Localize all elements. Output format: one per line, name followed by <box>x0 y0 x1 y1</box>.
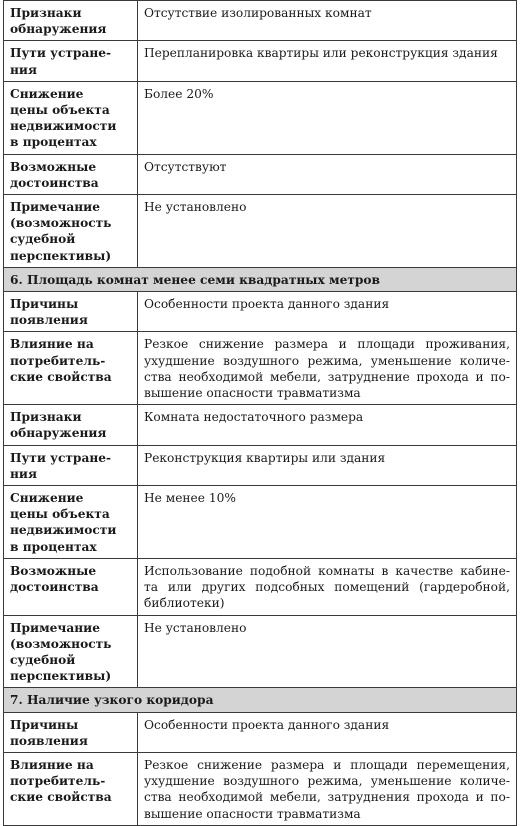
row-value <box>138 405 517 445</box>
row-label <box>4 195 138 268</box>
table-row <box>4 486 517 559</box>
row-label-line: недвижимости <box>10 119 117 134</box>
row-value <box>138 154 517 194</box>
row-value-line: Не менее 10% <box>144 491 236 506</box>
row-value <box>138 332 517 405</box>
section-heading: 7. Наличие узкого коридора <box>4 688 517 712</box>
row-label-line: перспективы) <box>10 248 112 263</box>
row-label-line: Причины <box>10 297 79 312</box>
row-label-line: потребитель- <box>10 774 106 789</box>
row-label <box>4 292 138 332</box>
row-label-line: судебной <box>10 652 76 667</box>
row-label-line: (возможность <box>10 636 112 651</box>
row-label <box>4 81 138 154</box>
row-value-line: Особенности проекта данного здания <box>144 717 390 732</box>
row-label-line: Признаки <box>10 6 82 20</box>
row-label <box>4 445 138 485</box>
row-label-line: ские свойства <box>10 369 112 384</box>
row-label <box>4 154 138 194</box>
row-label-line: Влияние на <box>10 757 94 772</box>
row-label <box>4 615 138 688</box>
row-label-line: ния <box>10 466 37 481</box>
table-row <box>4 81 517 154</box>
table-row <box>4 445 517 485</box>
row-label-line: Примечание <box>10 620 100 635</box>
defects-table-body <box>4 1 517 826</box>
row-label-line: цены объекта <box>10 103 110 118</box>
row-label <box>4 41 138 81</box>
row-label <box>4 1 138 41</box>
row-label-line: в процентах <box>10 135 97 150</box>
row-value-line: Отсутствие изолированных комнат <box>144 6 372 20</box>
row-value <box>138 292 517 332</box>
row-value-line: Не установлено <box>144 620 247 635</box>
row-value-line: та или других подсобных помещений (гардеробной, <box>144 580 510 595</box>
row-value-line: Реконструкция квартиры или здания <box>144 450 386 465</box>
section-heading-row <box>4 267 517 291</box>
table-row <box>4 41 517 81</box>
row-label-line: недвижимости <box>10 523 117 538</box>
table-row <box>4 712 517 752</box>
row-value <box>138 195 517 268</box>
row-label-line: потребитель- <box>10 353 106 368</box>
row-value <box>138 41 517 81</box>
row-value-line: Отсутствуют <box>144 159 227 174</box>
row-value <box>138 486 517 559</box>
row-value-line: Не установлено <box>144 200 247 215</box>
row-label-line: ния <box>10 62 37 77</box>
row-label-line: Влияние на <box>10 337 94 352</box>
row-label-line: Возможные <box>10 159 97 174</box>
row-label-line: Снижение <box>10 491 84 506</box>
row-value-line: ухудшение воздушного режима, уменьшение количе- <box>144 353 510 368</box>
row-label <box>4 486 138 559</box>
table-row <box>4 615 517 688</box>
row-value-line: ства необходимой мебели, затруднение прохода и по- <box>144 369 510 384</box>
row-label-line: в процентах <box>10 539 97 554</box>
table-row <box>4 752 517 825</box>
row-value-line: Более 20% <box>144 86 214 101</box>
row-value-line: Использование подобной комнаты в качестве кабине- <box>144 563 510 578</box>
row-value-line: Резкое снижение размера и площади проживания, <box>144 337 510 352</box>
row-label <box>4 405 138 445</box>
row-label-line: судебной <box>10 232 76 247</box>
row-label-line: Снижение <box>10 86 84 101</box>
row-value <box>138 712 517 752</box>
table-row <box>4 332 517 405</box>
row-value-line: библиотеки) <box>144 596 225 611</box>
row-value-line: ства необходимой мебели, затруднения прохода и по- <box>144 790 510 805</box>
row-value-line: Перепланировка квартиры или реконструкция здания <box>144 46 498 61</box>
row-label-line: ские свойства <box>10 790 112 805</box>
row-label-line: достоинства <box>10 580 99 595</box>
row-label-line: (возможность <box>10 216 112 231</box>
table-row <box>4 558 517 615</box>
row-label-line: обнаружения <box>10 426 107 441</box>
row-label-line: цены объекта <box>10 507 110 522</box>
row-value <box>138 558 517 615</box>
row-label <box>4 712 138 752</box>
row-value <box>138 1 517 41</box>
row-value-line: ухудшение воздушного режима, уменьшение количе- <box>144 774 510 789</box>
table-row <box>4 154 517 194</box>
row-value <box>138 752 517 825</box>
row-label-line: Примечание <box>10 200 100 215</box>
section-heading: 6. Площадь комнат менее семи квадратных метров <box>4 267 517 291</box>
table-row <box>4 292 517 332</box>
row-label-line: Возможные <box>10 563 97 578</box>
row-value-line: Резкое снижение размера и площади перемещения, <box>144 757 510 772</box>
row-label <box>4 752 138 825</box>
table-row <box>4 405 517 445</box>
row-label-line: появления <box>10 313 88 328</box>
row-value-line: Комната недостаточного размера <box>144 410 364 425</box>
row-label-line: перспективы) <box>10 669 112 684</box>
row-label-line: достоинства <box>10 175 99 190</box>
row-label-line: Пути устране- <box>10 46 112 61</box>
row-label-line: появления <box>10 733 88 748</box>
row-value-line: Особенности проекта данного здания <box>144 297 390 312</box>
table-row <box>4 1 517 41</box>
row-label-line: Причины <box>10 717 79 732</box>
row-label-line: Пути устране- <box>10 450 112 465</box>
row-label-line: Признаки <box>10 410 82 425</box>
table-row <box>4 195 517 268</box>
row-label-line: обнаружения <box>10 22 107 37</box>
defects-table <box>3 0 517 826</box>
row-value-line: вышение опасности травматизма <box>144 386 361 401</box>
section-heading-row <box>4 688 517 712</box>
row-label <box>4 558 138 615</box>
row-value <box>138 81 517 154</box>
row-value-line: вышение опасности травматизма <box>144 806 361 821</box>
row-label <box>4 332 138 405</box>
row-value <box>138 615 517 688</box>
row-value <box>138 445 517 485</box>
